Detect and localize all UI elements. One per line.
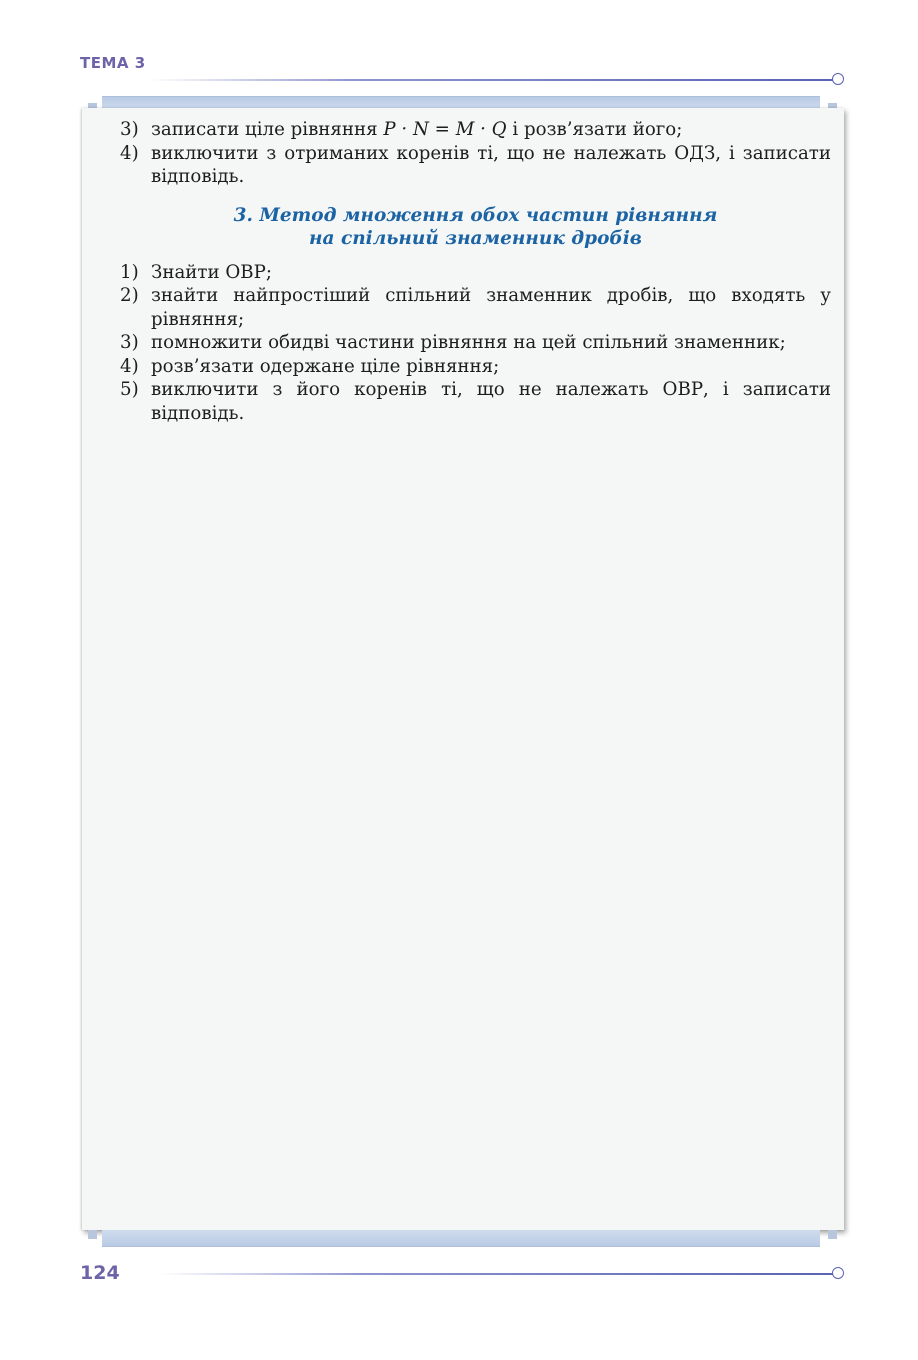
- list-item: [120, 331, 831, 355]
- list-item: [120, 142, 831, 189]
- board-content: [120, 118, 831, 425]
- content-board: [82, 108, 844, 1230]
- list-item: [120, 261, 831, 285]
- equation: P · N = M · Q: [383, 119, 507, 140]
- step-text: виключити з його коренів ті, що не належать ОВР, і записати відповідь.: [151, 379, 831, 424]
- step-text: знайти найпростіший спільний знаменник дробів, що входять у рівняння;: [151, 285, 831, 330]
- step-number: 3): [120, 332, 139, 353]
- step-number: 3): [120, 119, 139, 140]
- step-number: 4): [120, 142, 139, 164]
- step-text: помножити обидві частини рівняння на цей спільний знаменник;: [151, 332, 786, 353]
- section-heading-line: 3. Метод множення обох частин рівняння: [233, 204, 718, 226]
- footer-rule: [160, 1273, 834, 1275]
- header-rule-end-circle: [832, 73, 844, 85]
- step-text: записати ціле рівняння P · N = M · Q і розв’язати його;: [151, 119, 683, 140]
- board-bottom-strip: [102, 1230, 820, 1247]
- page-number: 124: [80, 1262, 120, 1284]
- step-number: 4): [120, 355, 139, 377]
- footer-rule-end-circle: [832, 1267, 844, 1279]
- list-item: [120, 378, 831, 425]
- step-number: 5): [120, 379, 139, 400]
- theme-label: ТЕМА 3: [80, 54, 146, 72]
- section-heading-line: на спільний знаменник дробів: [309, 228, 642, 249]
- section-heading: [120, 204, 831, 251]
- list-item: [120, 355, 831, 379]
- board-corner-tab: [88, 1230, 97, 1239]
- step-number: 1): [120, 261, 139, 283]
- step-text: розв’язати одержане ціле рівняння;: [151, 355, 500, 377]
- header-rule: [150, 79, 834, 81]
- step-text: Знайти ОВР;: [151, 261, 273, 283]
- list-item: [120, 118, 831, 142]
- step-text: виключити з отриманих коренів ті, що не належать ОДЗ, і записати відповідь.: [151, 142, 831, 187]
- list-item: [120, 284, 831, 331]
- step-number: 2): [120, 285, 139, 306]
- board-corner-tab: [828, 1230, 837, 1239]
